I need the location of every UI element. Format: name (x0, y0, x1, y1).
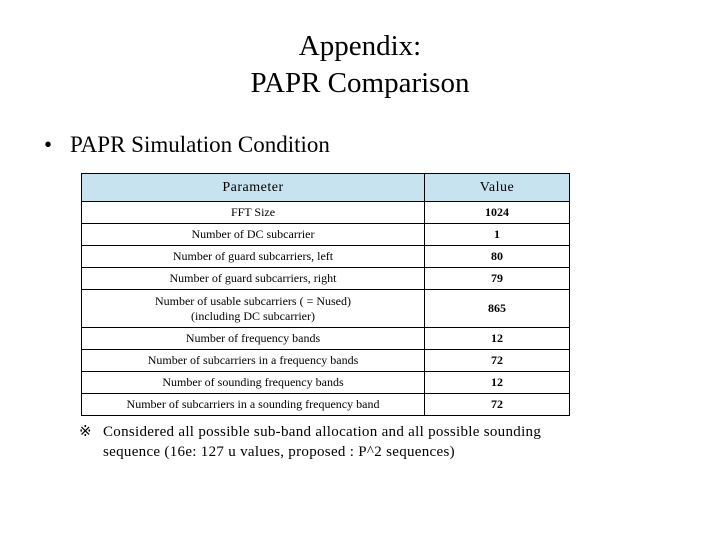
value-cell: 72 (425, 394, 570, 416)
footnote (79, 422, 541, 462)
param-cell: Number of frequency bands (82, 328, 425, 350)
header-parameter: Parameter (82, 174, 425, 202)
reference-mark-icon: ※ (79, 424, 92, 440)
bullet-item (44, 130, 330, 160)
value-cell: 865 (425, 290, 570, 328)
param-cell: Number of subcarriers in a frequency bands (82, 350, 425, 372)
value-cell: 72 (425, 350, 570, 372)
table-row (82, 350, 570, 372)
table-row (82, 202, 570, 224)
slide-title (0, 28, 720, 102)
param-cell: Number of guard subcarriers, left (82, 246, 425, 268)
param-cell: Number of guard subcarriers, right (82, 268, 425, 290)
bullet-text: PAPR Simulation Condition (70, 132, 330, 157)
param-cell-line-2: (including DC subcarrier) (191, 308, 315, 323)
value-cell: 12 (425, 328, 570, 350)
title-line-2: PAPR Comparison (250, 67, 470, 99)
bullet-dot-icon: • (44, 132, 53, 157)
footnote-line-1 (79, 422, 541, 442)
value-cell: 80 (425, 246, 570, 268)
value-cell: 1 (425, 224, 570, 246)
footnote-line-2: sequence (16e: 127 u values, proposed : P^2 sequences) (103, 444, 455, 460)
param-cell: FFT Size (82, 202, 425, 224)
table-row (82, 372, 570, 394)
simulation-parameters-table (81, 173, 570, 416)
value-cell: 12 (425, 372, 570, 394)
title-line-1: Appendix: (298, 30, 422, 62)
table-row (82, 224, 570, 246)
param-cell: Number of subcarriers in a sounding frequency band (82, 394, 425, 416)
param-cell: Number of DC subcarrier (82, 224, 425, 246)
param-cell-line-1: Number of usable subcarriers ( = Nused) (154, 293, 352, 308)
table-row (82, 394, 570, 416)
value-cell: 79 (425, 268, 570, 290)
table-row (82, 290, 570, 328)
footnote-text-1: Considered all possible sub-band allocation and all possible sounding (103, 424, 542, 440)
header-value: Value (425, 174, 570, 202)
table-row (82, 328, 570, 350)
table-row (82, 246, 570, 268)
param-cell: Number of sounding frequency bands (82, 372, 425, 394)
table-row (82, 268, 570, 290)
value-cell: 1024 (425, 202, 570, 224)
param-cell (82, 290, 425, 328)
table-header-row (82, 174, 570, 202)
